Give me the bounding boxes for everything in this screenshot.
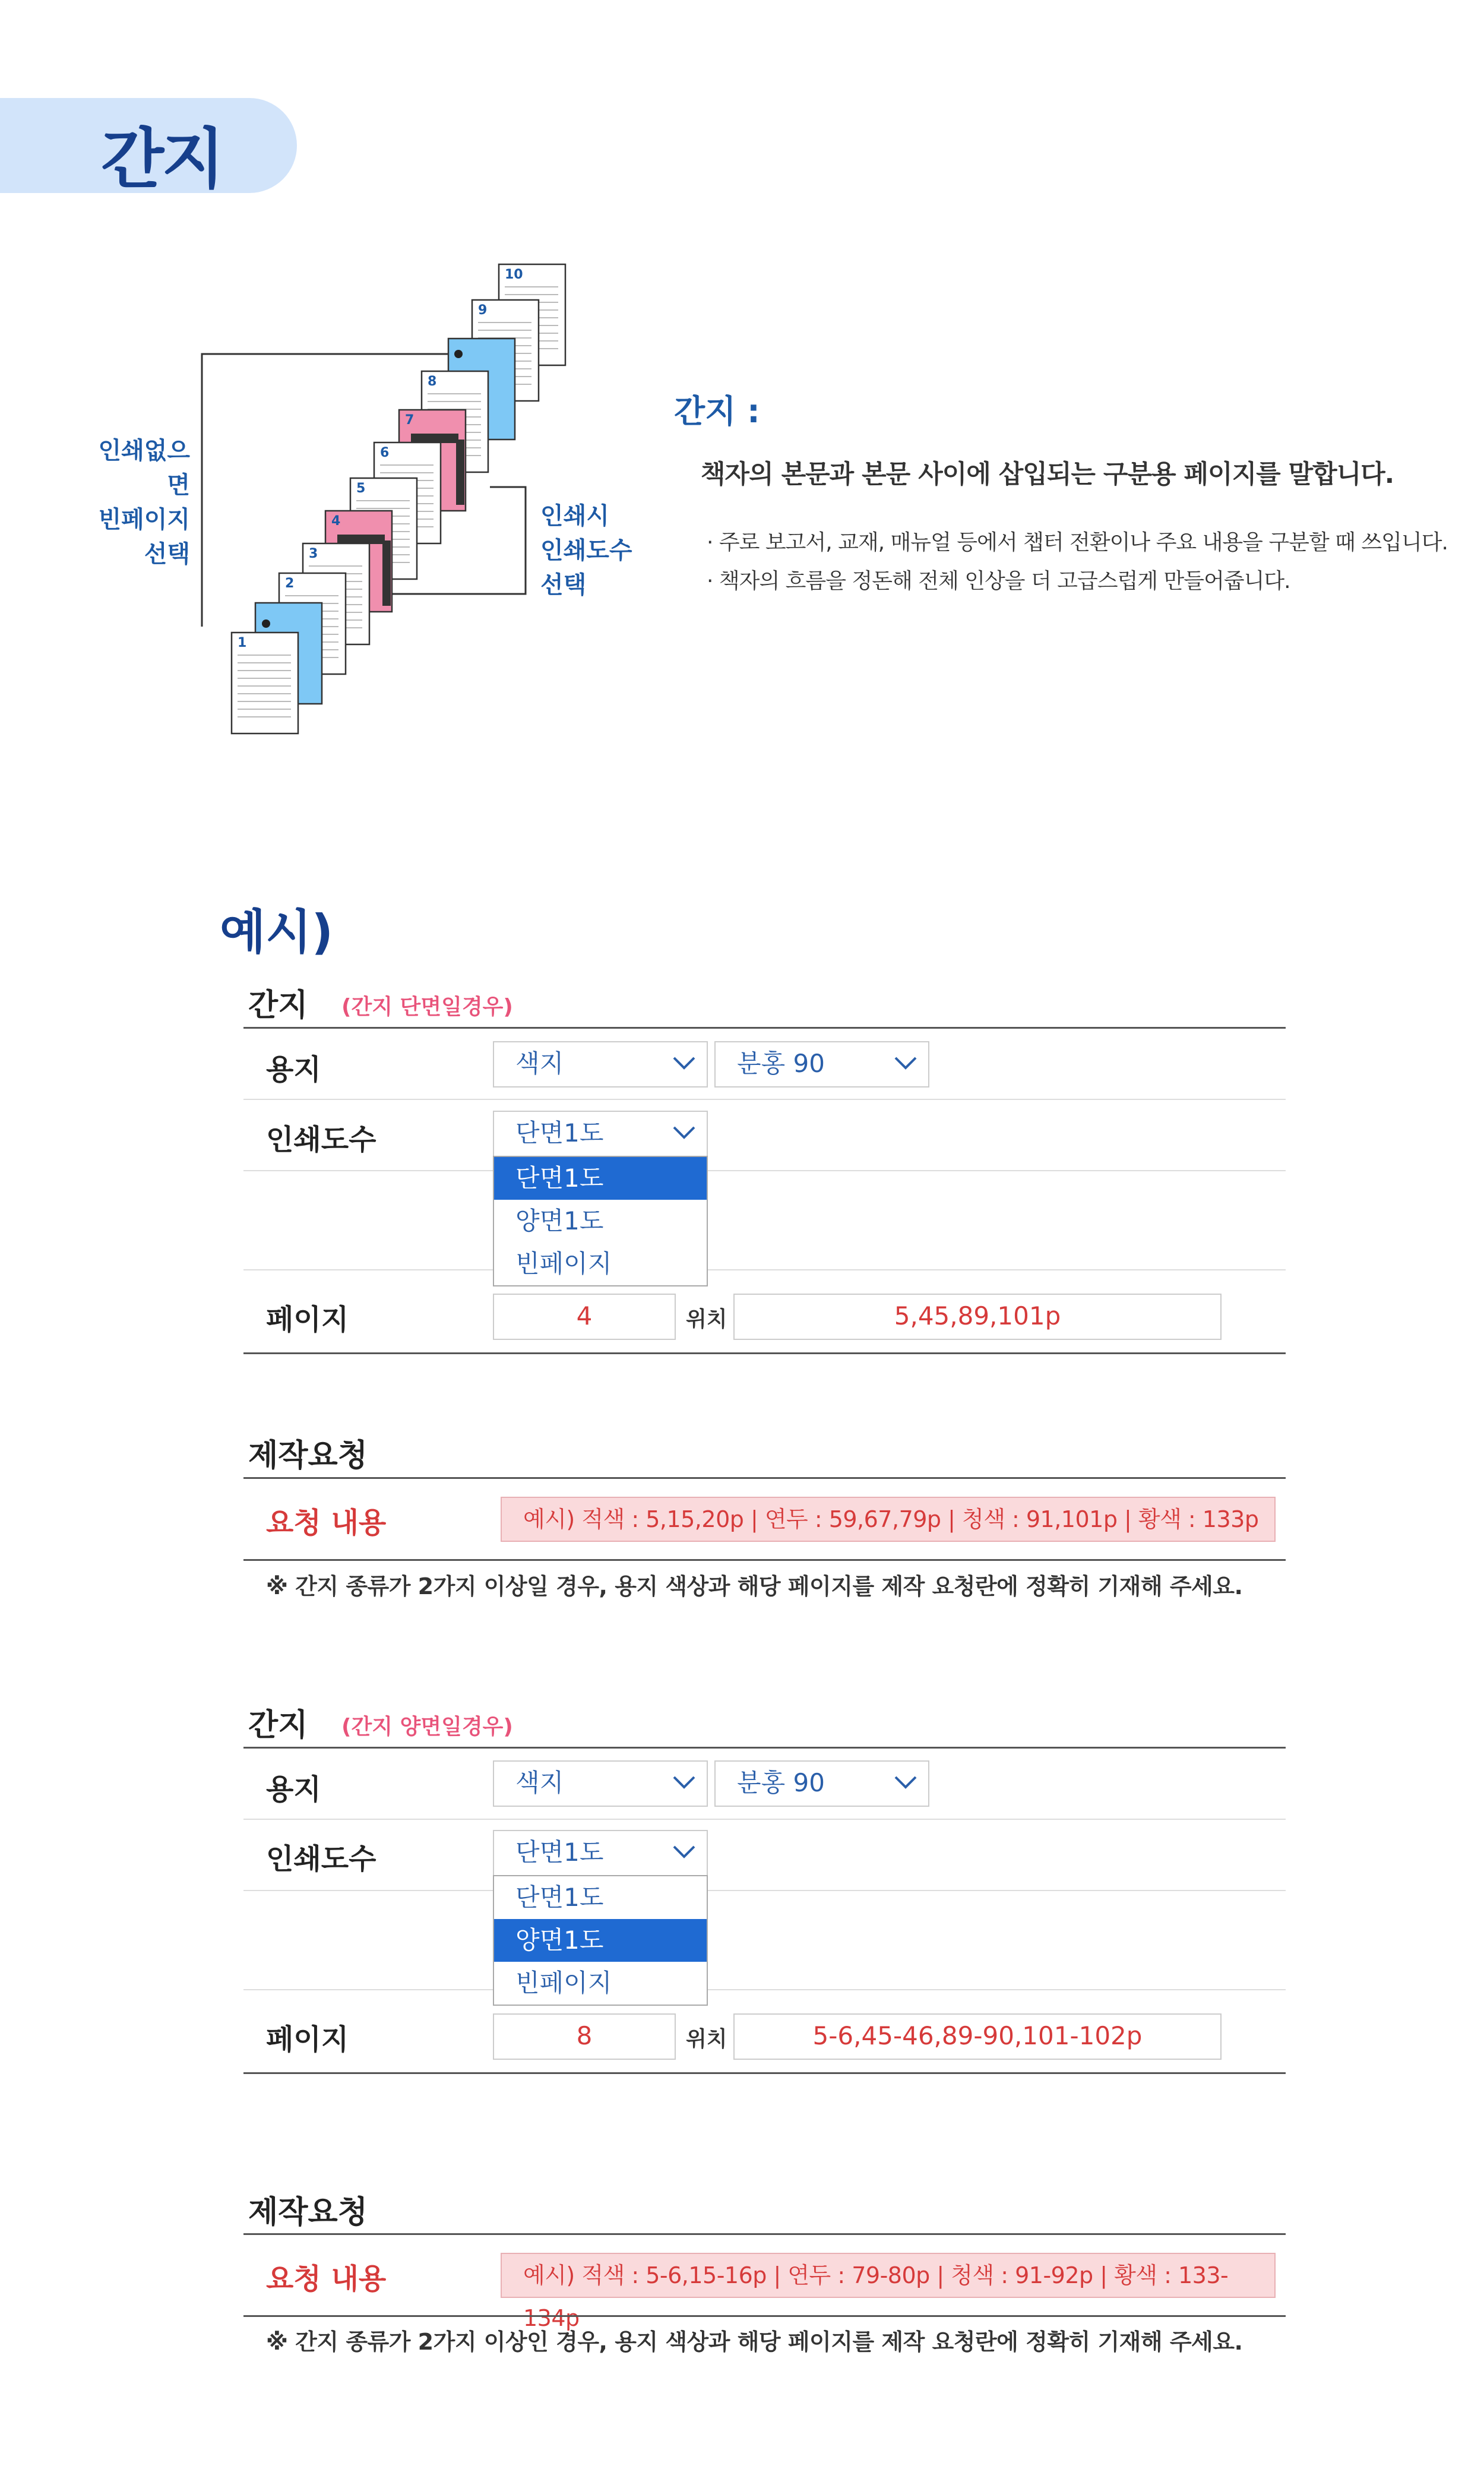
divider	[243, 1477, 1286, 1479]
definition-main: 책자의 본문과 본문 사이에 삽입되는 구분용 페이지를 말합니다.	[701, 460, 1394, 489]
divider	[708, 1170, 1286, 1171]
chevron-down-icon	[894, 1055, 917, 1071]
page-number: 10	[505, 267, 523, 282]
interleaf-diagram	[0, 0, 653, 772]
request-content-input[interactable]: 예시) 적색 : 5-6,15-16p | 연두 : 79-80p | 청색 : 91-92p | 황색 : 133-134p	[501, 2253, 1276, 2298]
request-title: 제작요청	[248, 1438, 368, 1474]
chevron-down-icon	[672, 1125, 696, 1140]
chevron-down-icon	[672, 1775, 696, 1790]
divider	[243, 1559, 1286, 1561]
chevron-down-icon	[672, 1844, 696, 1860]
page-label: 페이지	[266, 1303, 349, 1336]
divider	[243, 1747, 1286, 1749]
print-colors-options	[493, 1875, 708, 2006]
option-single-side[interactable]: 단면1도	[494, 1157, 707, 1200]
chevron-down-icon	[894, 1775, 917, 1790]
page-number: 9	[478, 303, 488, 318]
divider	[243, 1890, 493, 1891]
divider	[243, 1989, 493, 1990]
divider	[708, 1989, 1286, 1990]
definition-bullet: · 책자의 흐름을 정돈해 전체 인상을 더 고급스럽게 만들어줍니다.	[707, 569, 1290, 593]
paper-label: 용지	[266, 1773, 321, 1806]
position-input[interactable]: 5-6,45-46,89-90,101-102p	[733, 2013, 1222, 2060]
option-double-side[interactable]: 양면1도	[515, 1206, 604, 1235]
position-label: 위치	[686, 2027, 727, 2051]
position-label: 위치	[686, 1307, 727, 1332]
option-blank-page[interactable]: 빈페이지	[515, 1968, 612, 1997]
divider	[243, 1819, 1286, 1820]
request-label: 요청 내용	[266, 2262, 387, 2296]
label-print-colors: 인쇄시 인쇄도수 선택	[540, 502, 632, 599]
form-subtitle: (간지 단면일경우)	[341, 995, 513, 1019]
page-count-input[interactable]: 4	[493, 1294, 676, 1340]
page-label: 페이지	[266, 2023, 349, 2056]
page-number: 7	[405, 413, 414, 428]
paper-type-select[interactable]: 분홍 90	[714, 1760, 929, 1807]
form-subtitle: (간지 양면일경우)	[341, 1715, 513, 1739]
divider	[243, 2233, 1286, 2235]
request-title: 제작요청	[248, 2195, 368, 2230]
page-number: 4	[331, 514, 341, 529]
marker-dot	[262, 619, 270, 628]
example-title: 예시)	[220, 905, 334, 960]
definition-title: 간지 :	[674, 393, 760, 430]
position-input[interactable]: 5,45,89,101p	[733, 1294, 1222, 1340]
paper-color-select[interactable]: 색지	[493, 1760, 708, 1807]
divider	[243, 1352, 1286, 1354]
print-colors-select[interactable]: 단면1도	[493, 1830, 708, 1876]
printed-block	[456, 440, 464, 505]
printed-block	[382, 540, 391, 606]
option-double-side[interactable]: 양면1도	[494, 1919, 707, 1962]
chevron-down-icon	[672, 1055, 696, 1071]
paper-color-select[interactable]: 색지	[493, 1041, 708, 1088]
divider	[708, 1890, 1286, 1891]
page-title: 간지	[101, 121, 223, 197]
illustration	[0, 0, 653, 772]
divider	[708, 1269, 1286, 1270]
paper-label: 용지	[266, 1053, 321, 1086]
definition-bullet: · 주로 보고서, 교재, 매뉴얼 등에서 챕터 전환이나 주요 내용을 구분할 때 쓰입니다.	[707, 530, 1448, 555]
page-number: 1	[238, 636, 247, 650]
request-label: 요청 내용	[266, 1506, 387, 1539]
print-colors-select[interactable]: 단면1도	[493, 1111, 708, 1157]
form-title: 간지	[248, 1708, 308, 1743]
option-blank-page[interactable]: 빈페이지	[515, 1249, 612, 1278]
page-count-input[interactable]: 8	[493, 2013, 676, 2060]
divider	[243, 1269, 493, 1270]
page-number: 8	[428, 374, 437, 389]
print-colors-options	[493, 1156, 708, 1286]
request-note: ※ 간지 종류가 2가지 이상인 경우, 용지 색상과 해당 페이지를 제작 요청란에 정확히 기재해 주세요.	[266, 2329, 1243, 2355]
divider	[243, 1027, 1286, 1029]
request-content-input[interactable]: 예시) 적색 : 5,15,20p | 연두 : 59,67,79p | 청색 : 91,101p | 황색 : 133p	[501, 1497, 1276, 1542]
paper-type-select[interactable]: 분홍 90	[714, 1041, 929, 1088]
print-colors-label: 인쇄도수	[266, 1123, 376, 1156]
printed-block	[337, 535, 385, 544]
request-note: ※ 간지 종류가 2가지 이상일 경우, 용지 색상과 해당 페이지를 제작 요청란에 정확히 기재해 주세요.	[266, 1573, 1243, 1599]
divider	[243, 2315, 1286, 2317]
option-single-side[interactable]: 단면1도	[515, 1883, 604, 1912]
label-no-print: 인쇄없으면 빈페이지 선택	[98, 437, 190, 568]
form-title: 간지	[248, 988, 308, 1023]
marker-dot	[454, 350, 463, 358]
print-colors-label: 인쇄도수	[266, 1842, 376, 1876]
divider	[243, 1170, 493, 1171]
page-number: 5	[356, 481, 366, 496]
page-number: 3	[309, 546, 318, 561]
divider	[243, 2072, 1286, 2074]
page-number: 2	[285, 576, 295, 591]
divider	[243, 1099, 1286, 1100]
printed-block	[411, 434, 458, 443]
page-number: 6	[380, 445, 390, 460]
